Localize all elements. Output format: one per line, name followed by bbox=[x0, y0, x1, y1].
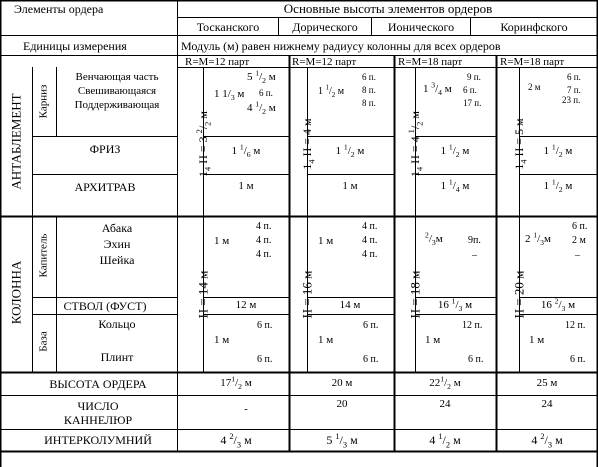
ionic-capital-total: $^2/_3м$ bbox=[425, 230, 443, 248]
corinthian-plinth-value: 6 п. bbox=[570, 354, 586, 365]
corinthian-neck-value: – bbox=[575, 250, 580, 261]
row-label-neck: Шейка bbox=[99, 253, 135, 267]
corinthian-cornice-total: 2 м bbox=[528, 82, 541, 92]
column-height-ionic: H = 18 м bbox=[407, 270, 423, 319]
tuscan-intercolumn: 4 $^2/_3$ м bbox=[220, 432, 252, 450]
tuscan-abacus-value: 4 п. bbox=[256, 221, 272, 232]
module-note: Модуль (м) равен нижнему радиусу колонны для всех ордеров bbox=[181, 39, 501, 53]
doric-echinus-value: 4 п. bbox=[362, 235, 378, 246]
entablement-height-tuscan: $1_4$ H = 3 $^2/_2$ м bbox=[195, 111, 213, 177]
doric-capital-total: 1 м bbox=[318, 235, 334, 247]
ionic-shaft-value: 16 $^1/_3$ м bbox=[437, 296, 473, 314]
row-label-frieze: ФРИЗ bbox=[89, 142, 121, 156]
corinthian-crowning-value: 6 п. bbox=[567, 72, 581, 82]
tuscan-capital-total: 1 м bbox=[214, 235, 230, 247]
entablement-height-corinthian: $1_4$ H = 5 м bbox=[512, 118, 529, 170]
partition-ionic: R=M=18 парт bbox=[398, 56, 463, 68]
corinthian-order-height: 25 м bbox=[536, 377, 558, 389]
row-label-overhanging: Свешивающаяся bbox=[77, 85, 157, 97]
doric-flutes: 20 bbox=[336, 398, 348, 410]
doric-neck-value: 4 п. bbox=[362, 249, 378, 260]
row-label-architrave: АРХИТРАВ bbox=[74, 180, 136, 194]
row-label-shaft: СТВОЛ (ФУСТ) bbox=[63, 299, 147, 313]
corinthian-supporting-value: 23 п. bbox=[562, 95, 581, 105]
ionic-ring-value: 12 п. bbox=[462, 320, 483, 331]
corinthian-frieze-value: 1 $^1/_2$ м bbox=[543, 142, 573, 160]
doric-order-height: 20 м bbox=[331, 377, 353, 389]
row-label-ring: Кольцо bbox=[98, 317, 136, 331]
row-label-plinth: Плинт bbox=[100, 350, 134, 364]
ionic-architrave-value: 1 $^1/_4$ м bbox=[440, 177, 470, 195]
corinthian-capital-total: 2 $^1/_3м$ bbox=[525, 230, 551, 248]
tuscan-order-height: $17^1/_2$ м bbox=[220, 374, 252, 392]
row-label-abacus: Абака bbox=[101, 221, 133, 235]
subgroup-base: База bbox=[37, 331, 50, 352]
tuscan-supporting-value: 4 $^1/_2$ м bbox=[247, 99, 276, 117]
ionic-frieze-value: 1 $^1/_2$ м bbox=[440, 142, 470, 160]
corinthian-echinus-value: 2 м bbox=[572, 235, 586, 246]
ionic-intercolumn: 4 $^1/_2$ м bbox=[429, 432, 461, 450]
ionic-order-height: $22^1/_2$ м bbox=[429, 374, 461, 392]
corinthian-abacus-value: 6 п. bbox=[572, 221, 588, 232]
doric-architrave-value: 1 м bbox=[342, 180, 358, 192]
ionic-neck-value: – bbox=[472, 250, 477, 261]
units-label: Единицы измерения bbox=[23, 39, 127, 53]
row-label-flutes-1: ЧИСЛО bbox=[77, 399, 119, 413]
doric-intercolumn: 5 $^1/_3$ м bbox=[326, 432, 358, 450]
ionic-overhanging-value: 6 п. bbox=[463, 85, 477, 95]
tuscan-neck-value: 4 п. bbox=[256, 249, 272, 260]
doric-shaft-value: 14 м bbox=[339, 299, 361, 311]
tuscan-base-total: 1 м bbox=[214, 334, 230, 346]
tuscan-echinus-value: 4 п. bbox=[256, 235, 272, 246]
ionic-echinus-value: 9п. bbox=[468, 235, 481, 246]
tuscan-ring-value: 6 п. bbox=[257, 320, 273, 331]
doric-ring-value: 6 п. bbox=[363, 320, 379, 331]
corinthian-overhanging-value: 7 п. bbox=[567, 85, 581, 95]
row-label-echinus: Эхин bbox=[103, 237, 131, 251]
tuscan-architrave-value: 1 м bbox=[238, 180, 254, 192]
entablement-height-ionic: $1_4$ H = 4 $^1/_2$ м bbox=[407, 111, 425, 177]
row-label-order-height: ВЫСОТА ОРДЕРА bbox=[49, 377, 147, 391]
partition-corinthian: R=M=18 парт bbox=[500, 56, 565, 68]
order-tuscan: Тосканского bbox=[196, 20, 260, 34]
tuscan-flutes: - bbox=[244, 403, 248, 415]
group-column: КОЛОННА bbox=[8, 260, 24, 325]
corinthian-architrave-value: 1 $^1/_2$ м bbox=[543, 177, 573, 195]
partition-doric: R=M=12 парт bbox=[292, 56, 357, 68]
ionic-crowning-value: 9 п. bbox=[467, 72, 481, 82]
doric-crowning-value: 6 п. bbox=[362, 72, 376, 82]
ionic-supporting-value: 17 п. bbox=[463, 98, 482, 108]
partition-tuscan: R=M=12 парт bbox=[185, 56, 250, 68]
corinthian-base-total: 1 м bbox=[529, 334, 545, 346]
tuscan-frieze-value: 1 $^1/_6$ м bbox=[231, 142, 261, 160]
tuscan-shaft-value: 12 м bbox=[235, 299, 257, 311]
row-label-supporting: Поддерживающая bbox=[74, 99, 160, 111]
doric-cornice-total: 1 $^1/_2$ м bbox=[318, 83, 345, 99]
doric-supporting-value: 8 п. bbox=[362, 98, 376, 108]
tuscan-plinth-value: 6 п. bbox=[257, 354, 273, 365]
doric-plinth-value: 6 п. bbox=[363, 354, 379, 365]
doric-frieze-value: 1 $^1/_2$ м bbox=[335, 142, 365, 160]
tuscan-crowning-value: 5 $^1/_2$ м bbox=[247, 68, 276, 86]
corinthian-flutes: 24 bbox=[541, 398, 553, 410]
row-label-intercolumn: ИНТЕРКОЛУМНИЙ bbox=[44, 433, 152, 447]
corinthian-ring-value: 12 п. bbox=[565, 320, 586, 331]
ionic-plinth-value: 6 п. bbox=[468, 354, 484, 365]
doric-overhanging-value: 8 п. bbox=[362, 85, 376, 95]
entablement-height-doric: $1_4$ H = 4 м bbox=[300, 118, 317, 170]
subgroup-capital: Капитель bbox=[37, 233, 50, 278]
column-height-tuscan: H = 14 м bbox=[195, 270, 211, 319]
doric-abacus-value: 4 п. bbox=[362, 221, 378, 232]
corinthian-intercolumn: 4 $^2/_3$ м bbox=[531, 432, 563, 450]
ionic-base-total: 1 м bbox=[425, 334, 441, 346]
doric-base-total: 1 м bbox=[318, 334, 334, 346]
subgroup-cornice: Карниз bbox=[37, 84, 50, 119]
ionic-cornice-total: 1 $^3/_4$ м bbox=[423, 80, 452, 98]
ionic-flutes: 24 bbox=[439, 398, 451, 410]
elements-column-title: Элементы ордера bbox=[14, 2, 104, 16]
order-ionic: Ионического bbox=[387, 20, 455, 34]
order-doric: Дорического bbox=[292, 20, 358, 34]
corinthian-shaft-value: 16 $^2/_3$ м bbox=[540, 296, 576, 314]
row-label-flutes-2: КАННЕЛЮР bbox=[63, 413, 133, 427]
group-entablement: АНТАБЛЕМЕНТ bbox=[8, 93, 24, 190]
main-title: Основные высоты элементов ордеров bbox=[283, 1, 493, 16]
column-height-doric: H = 16 м bbox=[299, 270, 315, 319]
tuscan-overhanging-value: 6 п. bbox=[259, 88, 273, 98]
column-height-corinthian: H = 20 м bbox=[511, 270, 527, 319]
row-label-crowning: Венчающая часть bbox=[75, 71, 159, 83]
order-corinthian: Коринфского bbox=[500, 20, 568, 34]
tuscan-cornice-total: 1 $1/_3$ м bbox=[214, 88, 245, 103]
